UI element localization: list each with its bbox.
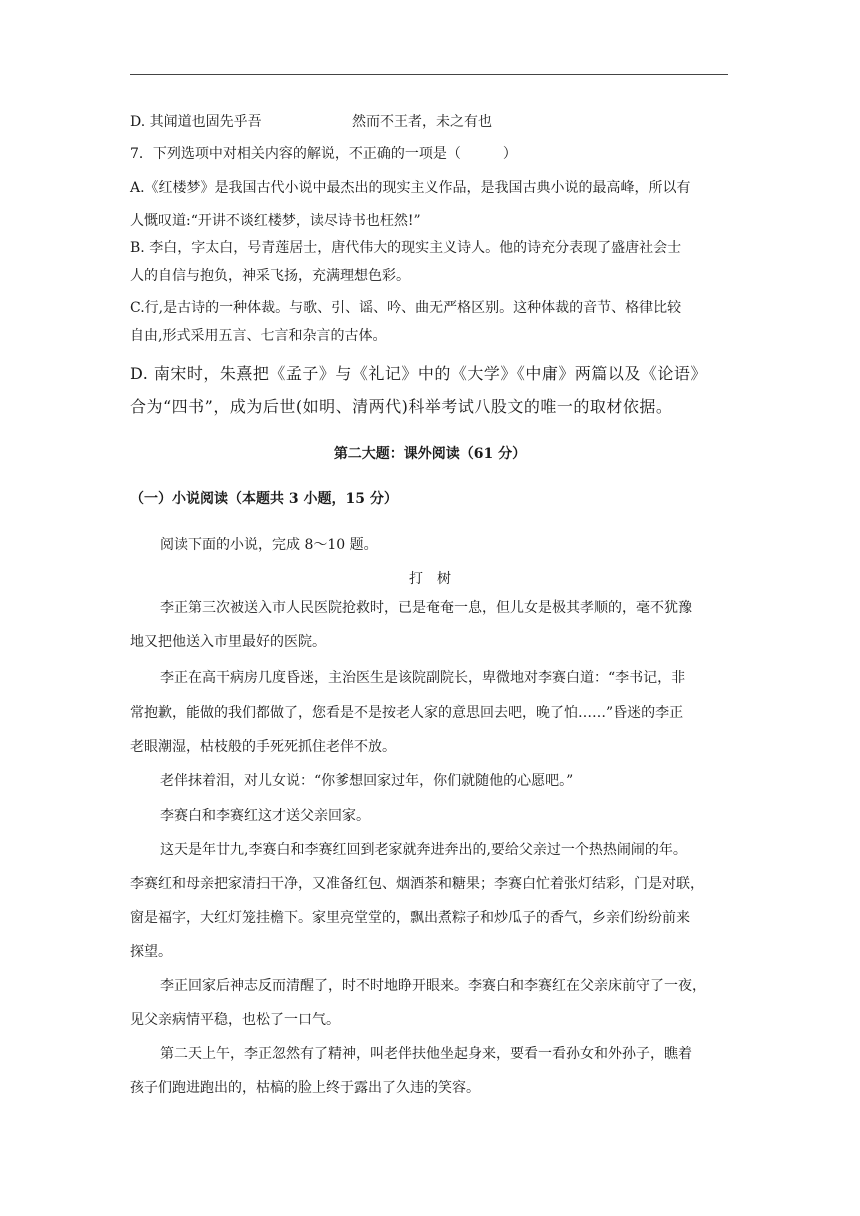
story-p5-line4: 探望。 [130, 944, 172, 960]
story-p3-line1: 老伴抹着泪，对儿女说：“你爹想回家过年，你们就随他的心愿吧。” [160, 773, 574, 789]
part1-title: （一）小说阅读（本题共 3 小题，15 分） [130, 491, 398, 507]
q6-option-d [130, 112, 492, 132]
story-p5-line3: 窗是福字，大红灯笼挂檐下。家里亮堂堂的，飘出煮粽子和炒瓜子的香气，乡亲们纷纷前来 [130, 910, 690, 926]
q7-option-c-line2: 自由,形式采用五言、七言和杂言的古体。 [130, 328, 387, 344]
q7-option-b-line2: 人的自信与抱负，神采飞扬，充满理想色彩。 [130, 268, 410, 284]
story-p2-line2: 常抱歉，能做的我们都做了，您看是不是按老人家的意思回去吧，晚了怕……”昏迷的李正 [130, 705, 684, 721]
story-p5-line1: 这天是年廿九,李赛白和李赛红回到老家就奔进奔出的,要给父亲过一个热热闹闹的年。 [160, 842, 687, 858]
story-p7-line1: 第二天上午，李正忽然有了精神，叫老伴扶他坐起身来，要看一看孙女和外孙子，瞧着 [160, 1046, 692, 1062]
q7-option-c-line1: C.行,是古诗的一种体裁。与歌、引、谣、吟、曲无严格区别。这种体裁的音节、格律比较 [130, 300, 682, 316]
q7-stem: 7．下列选项中对相关内容的解说，不正确的一项是（ ） [130, 146, 517, 162]
story-p1-line2: 地又把他送入市里最好的医院。 [130, 634, 326, 650]
q7-option-b-line1: B. 李白，字太白，号青莲居士，唐代伟大的现实主义诗人。他的诗充分表现了盛唐社会士 [130, 240, 682, 256]
story-p7-line2: 孩子们跑进跑出的，枯槁的脸上终于露出了久违的笑容。 [130, 1080, 480, 1096]
header-rule [130, 74, 728, 75]
story-p4-line1: 李赛白和李赛红这才送父亲回家。 [160, 808, 370, 824]
q7-option-a-line2: 人慨叹道:“开讲不谈红楼梦，读尽诗书也枉然!” [130, 213, 421, 229]
q7-option-d-line1: D. 南宋时，朱熹把《孟子》与《礼记》中的《大学》《中庸》两篇以及《论语》 [130, 364, 707, 383]
reading-instruction: 阅读下面的小说，完成 8～10 题。 [160, 537, 378, 553]
story-title: 打 树 [409, 571, 451, 587]
story-p5-line2: 李赛红和母亲把家清扫干净，又准备红包、烟酒茶和糖果；李赛白忙着张灯结彩，门是对联， [130, 876, 704, 892]
q7-option-d-line2: 合为“四书”，成为后世(如明、清两代)科举考试八股文的唯一的取材依据。 [130, 397, 673, 416]
q6-option-d-left: D. 其闻道也固先乎吾 [130, 114, 262, 130]
story-p2-line1: 李正在高干病房几度昏迷，主治医生是该院副院长，卑微地对李赛白道：“李书记，非 [160, 670, 686, 686]
story-p6-line1: 李正回家后神志反而清醒了，时不时地睁开眼来。李赛白和李赛红在父亲床前守了一夜， [160, 978, 706, 994]
q6-option-d-right: 然而不王者，未之有也 [352, 114, 492, 130]
story-p2-line3: 老眼潮湿，枯枝般的手死死抓住老伴不放。 [130, 739, 396, 755]
section2-title: 第二大题：课外阅读（61 分） [333, 446, 527, 462]
q7-option-a-line1: A.《红楼梦》是我国古代小说中最杰出的现实主义作品，是我国古典小说的最高峰，所以有 [130, 180, 691, 196]
story-p1-line1: 李正第三次被送入市人民医院抢救时，已是奄奄一息，但儿女是极其孝顺的，毫不犹豫 [160, 600, 692, 616]
story-p6-line2: 见父亲病情平稳，也松了一口气。 [130, 1012, 340, 1028]
